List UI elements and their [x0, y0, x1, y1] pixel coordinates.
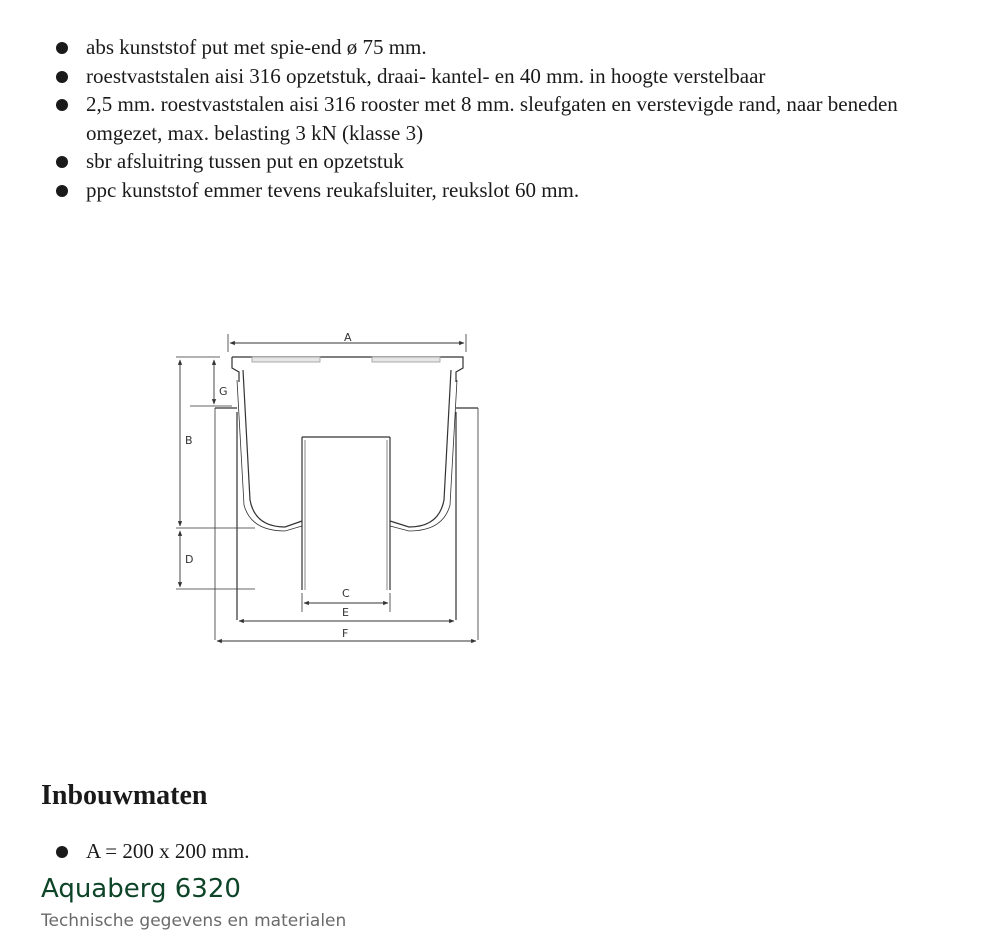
- feature-item: [0, 147, 1000, 176]
- product-title: Aquaberg 6320: [41, 874, 241, 904]
- label-g: G: [219, 385, 228, 398]
- bullet-icon: [56, 42, 68, 54]
- feature-text: sbr afsluitring tussen put en opzetstuk: [86, 149, 404, 173]
- feature-item: [0, 33, 1000, 62]
- label-a: A: [344, 331, 352, 344]
- bullet-icon: [56, 99, 68, 111]
- grate-slot: [372, 357, 440, 362]
- feature-text: 2,5 mm. roestvaststalen aisi 316 rooster met 8 mm. sleufgaten en verstevigde rand, naar beneden omgezet, max. belasting 3 kN (klasse 3): [86, 92, 898, 145]
- feature-item: [0, 62, 1000, 91]
- bullet-icon: [56, 71, 68, 83]
- bullet-icon: [56, 156, 68, 168]
- feature-item: [0, 176, 1000, 205]
- feature-text: abs kunststof put met spie-end ø 75 mm.: [86, 35, 427, 59]
- feature-item: [0, 90, 1000, 147]
- bullet-icon: [56, 185, 68, 197]
- dimension-text: A = 200 x 200 mm.: [86, 839, 250, 863]
- dimension-item: [0, 837, 1000, 865]
- dimension-list: [0, 837, 1000, 865]
- bullet-icon: [56, 846, 68, 858]
- section-heading: Inbouwmaten: [41, 780, 208, 811]
- product-subtitle: Technische gegevens en materialen: [41, 911, 347, 931]
- label-d: D: [185, 553, 194, 566]
- label-f: F: [342, 627, 349, 640]
- label-b: B: [185, 434, 193, 447]
- grate-slot: [252, 357, 320, 362]
- feature-text: ppc kunststof emmer tevens reukafsluiter, reukslot 60 mm.: [86, 177, 580, 202]
- bucket-outline: [243, 370, 302, 527]
- label-e: E: [342, 606, 349, 619]
- feature-text: roestvaststalen aisi 316 opzetstuk, draai- kantel- en 40 mm. in hoogte verstelbaar: [86, 63, 766, 88]
- drain-cross-section-diagram: [160, 325, 500, 655]
- feature-list: [0, 33, 1000, 204]
- label-c: C: [342, 587, 350, 600]
